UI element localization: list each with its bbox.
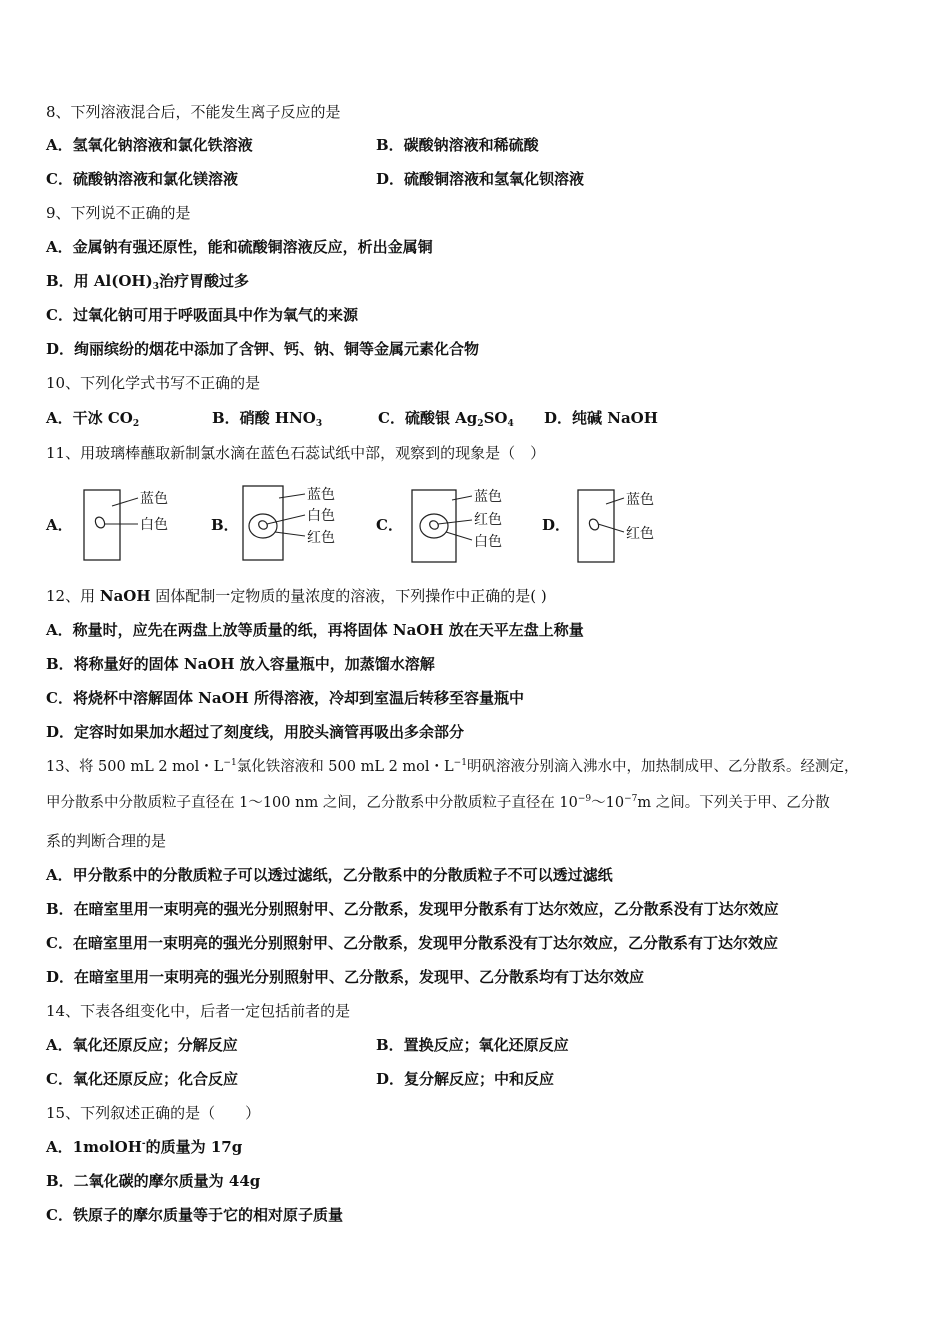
q9-option-b-formula: Al(OH) [93, 272, 153, 290]
q10-option-a-sub: 2 [132, 419, 140, 429]
q12-stem-formula: NaOH [99, 587, 151, 605]
q11-option-c [376, 484, 536, 566]
q13-option-b: B．在暗室里用一束明亮的强光分别照射甲、乙分散系，发现甲分散系有丁达尔效应，乙分散系没有丁达尔效应 [46, 900, 779, 918]
q14-option-c: C．氧化还原反应；化合反应 [46, 1070, 238, 1088]
q14-option-d: D．复分解反应；中和反应 [376, 1070, 555, 1088]
white-center-b [259, 521, 268, 529]
q12-stem [46, 586, 547, 606]
q14-row1 [46, 1035, 569, 1055]
q12-stem-text: 固体配制一定物质的量浓度的溶液，下列操作中正确的是( ) [150, 587, 547, 605]
q13-option-a: A．甲分散系中的分散质粒子可以透过滤纸，乙分散系中的分散质粒子不可以透过滤纸 [46, 866, 613, 884]
q11-a-text-0: 蓝色 [140, 491, 168, 507]
q13-l2-a: 甲分散系中分散质粒子直径在 1～100 nm 之间，乙分散系中分散质粒子直径在 10 [46, 795, 578, 811]
q11-option-c-label: C． [376, 516, 403, 534]
q11-stem: 11、用玻璃棒蘸取新制氯水滴在蓝色石蕊试纸中部，观察到的现象是（ ） [46, 444, 546, 462]
white-ring-c [420, 514, 448, 538]
q11-c-text-0: 蓝色 [474, 489, 502, 505]
drop-spot-d [589, 519, 598, 530]
q12-stem-prefix: 12、用 [46, 587, 100, 605]
q11-d-text-1: 红色 [626, 526, 654, 542]
q13-l2-sup2: −7 [624, 794, 638, 804]
q10-option-c [378, 408, 544, 428]
q13-stem-line2 [46, 793, 830, 813]
q13-l1-sup1: −1 [223, 758, 237, 768]
q9-option-b-prefix: B．用 [46, 272, 94, 290]
red-center-c [430, 521, 439, 529]
q11-b-text-0: 蓝色 [307, 487, 335, 503]
test-paper-c-diagram [376, 484, 536, 566]
q13-l2-sup1: −9 [577, 794, 592, 804]
q15-option-a [46, 1137, 242, 1157]
q8-stem: 8、下列溶液混合后，不能发生离子反应的是 [46, 103, 341, 121]
q12-option-b: B．将称量好的固体 NaOH 放入容量瓶中，加蒸馏水溶解 [46, 655, 435, 673]
test-paper-a [84, 490, 120, 560]
q9-option-b [46, 271, 249, 291]
q8-row2 [46, 169, 585, 189]
q10-options-row [46, 408, 658, 428]
q13-l1-c: 明矾溶液分别滴入沸水中，加热制成甲、乙分散系。经测定， [466, 759, 859, 775]
q13-l1-sup2: −1 [453, 758, 467, 768]
q15-option-a-text: A．1molOH [46, 1138, 142, 1156]
q8-option-a: A．氢氧化钠溶液和氯化铁溶液 [46, 136, 253, 154]
q13-stem-line1 [46, 757, 858, 777]
q10-option-a-text: A．干冰 CO [46, 409, 133, 427]
drop-spot-a [95, 517, 104, 528]
q11-b-text-2: 红色 [307, 530, 335, 546]
q13-option-d: D．在暗室里用一束明亮的强光分别照射甲、乙分散系，发现甲、乙分散系均有丁达尔效应 [46, 968, 645, 986]
q9-option-b-subscript: 3 [152, 282, 159, 292]
q10-option-c-sub1: 2 [477, 419, 484, 429]
q10-option-b-text: B．硝酸 HNO [212, 409, 316, 427]
test-paper-b-diagram [211, 484, 371, 566]
q11-d-text-0: 蓝色 [626, 492, 654, 508]
q13-stem-line3: 系的判断合理的是 [46, 832, 167, 850]
q10-stem: 10、下列化学式书写不正确的是 [46, 374, 261, 392]
q14-option-b: B．置换反应；氧化还原反应 [376, 1036, 569, 1054]
q11-option-d-label: D． [542, 516, 571, 534]
q15-option-c: C．铁原子的摩尔质量等于它的相对原子质量 [46, 1206, 343, 1224]
q11-option-d [542, 484, 702, 566]
q11-option-a-label: A． [46, 516, 73, 534]
q14-stem: 14、下表各组变化中，后者一定包括前者的是 [46, 1002, 351, 1020]
q8-option-d: D．硫酸铜溶液和氢氧化钡溶液 [376, 170, 585, 188]
test-paper-d-diagram [542, 484, 702, 566]
q14-row2 [46, 1069, 555, 1089]
q9-option-d: D．绚丽缤纷的烟花中添加了含钾、钙、钠、铜等金属元素化合物 [46, 340, 480, 358]
q10-option-c-mid: SO [483, 409, 508, 427]
q10-option-c-sub2: 4 [507, 419, 514, 429]
test-paper-a-diagram [46, 484, 196, 566]
q14-option-a: A．氧化还原反应；分解反应 [46, 1036, 238, 1054]
q9-option-c: C．过氧化钠可用于呼吸面具中作为氧气的来源 [46, 306, 358, 324]
q13-l1-b: 氯化铁溶液和 500 mL 2 mol・L [236, 759, 454, 775]
red-ring-b [249, 514, 277, 538]
q12-option-a: A．称量时，应先在两盘上放等质量的纸，再将固体 NaOH 放在天平左盘上称量 [46, 621, 584, 639]
q10-option-b-sub: 3 [315, 419, 323, 429]
q9-option-b-text: 治疗胃酸过多 [158, 272, 249, 290]
q10-option-d: D．纯碱 NaOH [544, 409, 658, 427]
q11-option-b-label: B． [211, 516, 239, 534]
q9-option-a: A．金属钠有强还原性，能和硫酸铜溶液反应，析出金属铜 [46, 238, 433, 256]
q10-option-b [212, 408, 378, 428]
q13-l2-c: m 之间。下列关于甲、乙分散 [637, 795, 830, 811]
q8-row1 [46, 135, 539, 155]
test-paper-c [412, 490, 456, 562]
test-paper-d [578, 490, 614, 562]
q10-option-a [46, 408, 212, 428]
q8-option-b: B．碳酸钠溶液和稀硫酸 [376, 136, 539, 154]
q11-c-text-2: 白色 [474, 534, 502, 550]
q13-option-c: C．在暗室里用一束明亮的强光分别照射甲、乙分散系，发现甲分散系没有丁达尔效应，乙分散系有丁达尔效应 [46, 934, 778, 952]
q11-b-text-1: 白色 [307, 508, 335, 524]
q10-option-c-text: C．硫酸银 Ag [378, 409, 478, 427]
q11-a-text-1: 白色 [140, 517, 168, 533]
q12-option-d: D．定容时如果加水超过了刻度线，用胶头滴管再吸出多余部分 [46, 723, 465, 741]
q13-l2-b: ～10 [591, 795, 625, 811]
q15-option-b: B．二氧化碳的摩尔质量为 44g [46, 1172, 261, 1190]
q15-option-a-tail: 的质量为 17g [145, 1138, 243, 1156]
q12-option-c: C．将烧杯中溶解固体 NaOH 所得溶液，冷却到室温后转移至容量瓶中 [46, 689, 525, 707]
q15-option-a-sup: - [141, 1139, 146, 1149]
q8-option-c: C．硫酸钠溶液和氯化镁溶液 [46, 170, 238, 188]
q11-option-b [211, 484, 371, 566]
q9-stem: 9、下列说不正确的是 [46, 204, 191, 222]
q15-stem: 15、下列叙述正确的是（ ） [46, 1104, 261, 1122]
q13-l1-a: 13、将 500 mL 2 mol・L [46, 759, 224, 775]
q11-c-text-1: 红色 [474, 512, 502, 528]
q11-option-a [46, 484, 196, 566]
